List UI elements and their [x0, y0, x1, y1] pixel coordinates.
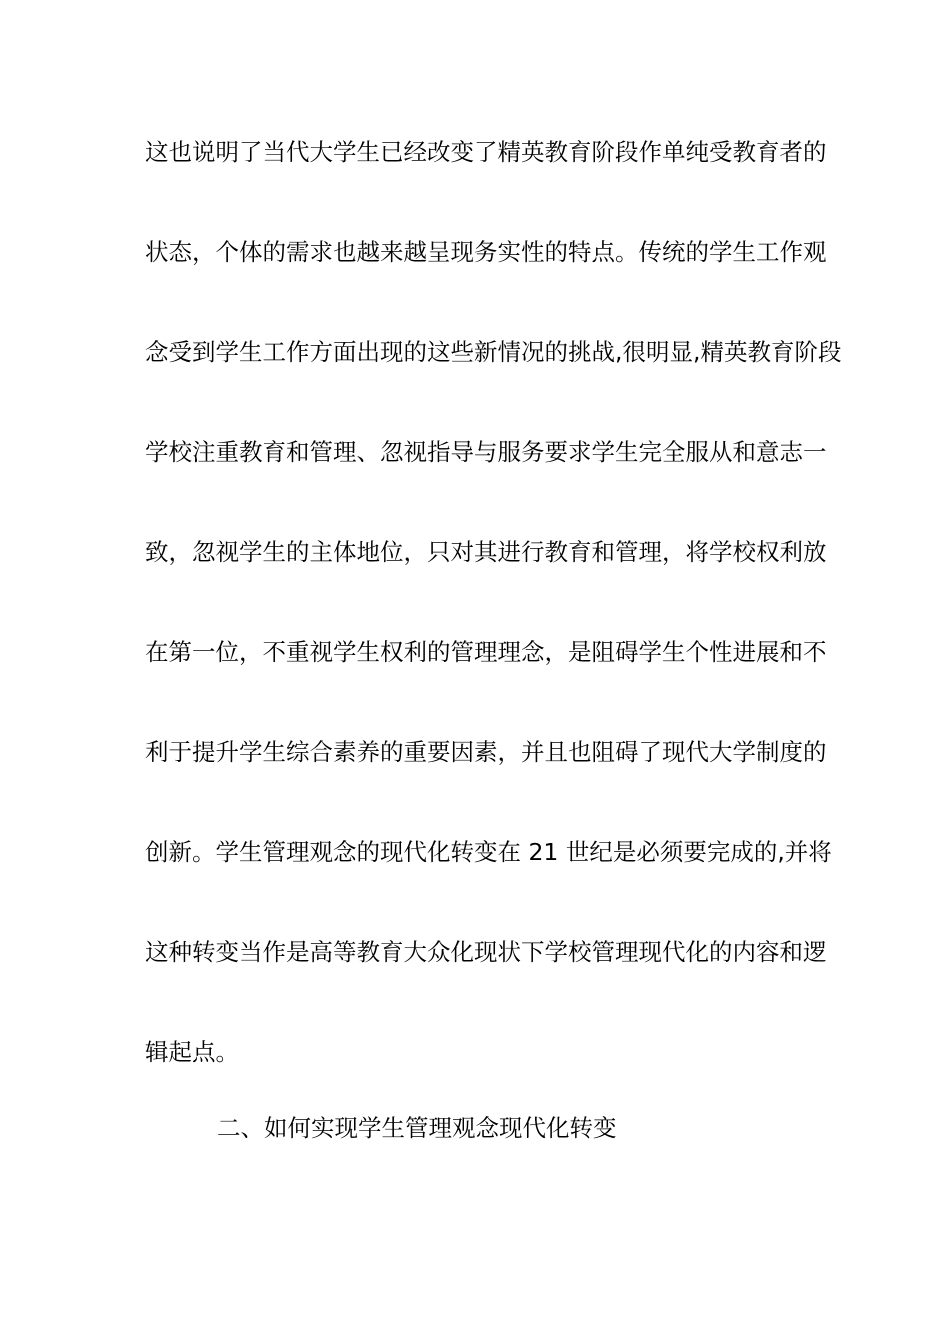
paragraph-line-9: 这种转变当作是高等教育大众化现状下学校管理现代化的内容和逻	[145, 938, 827, 966]
paragraph-line-4: 学校注重教育和管理、忽视指导与服务要求学生完全服从和意志一	[145, 438, 827, 466]
paragraph-line-5: 致，忽视学生的主体地位，只对其进行教育和管理，将学校权利放	[145, 538, 827, 566]
paragraph-line-10: 辑起点。	[145, 1038, 239, 1066]
paragraph-line-3: 念受到学生工作方面出现的这些新情况的挑战,很明显,精英教育阶段	[145, 338, 842, 366]
paragraph-line-8: 创新。学生管理观念的现代化转变在 21 世纪是必须要完成的,并将	[145, 838, 832, 866]
paragraph-line-1: 这也说明了当代大学生已经改变了精英教育阶段作单纯受教育者的	[145, 138, 827, 166]
section-heading: 二、如何实现学生管理观念现代化转变	[217, 1114, 617, 1142]
paragraph-line-6: 在第一位，不重视学生权利的管理理念，是阻碍学生个性进展和不	[145, 638, 827, 666]
paragraph-line-7: 利于提升学生综合素养的重要因素，并且也阻碍了现代大学制度的	[145, 738, 827, 766]
paragraph-line-2: 状态，个体的需求也越来越呈现务实性的特点。传统的学生工作观	[145, 238, 827, 266]
